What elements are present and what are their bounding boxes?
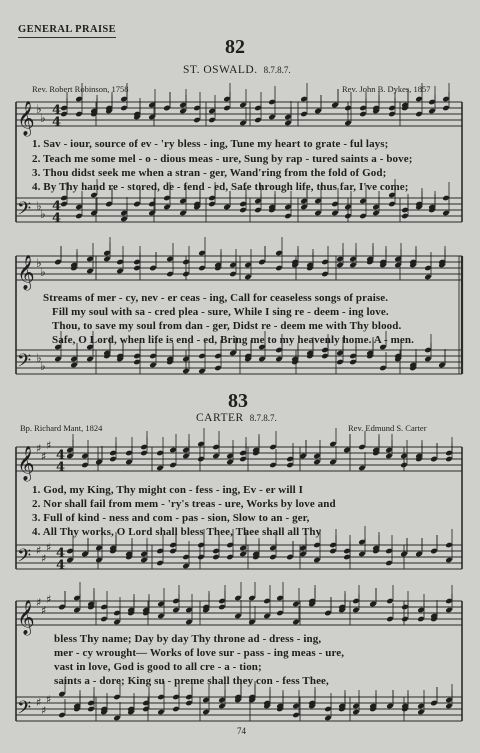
flat-icon: ♭ (40, 359, 46, 373)
tune-meter: 8.7.8.7. (249, 413, 277, 423)
sharp-icon: ♯ (36, 696, 42, 709)
flat-icon: ♭ (40, 207, 46, 221)
sharp-icon: ♯ (41, 552, 47, 565)
lyric-line: 4. By Thy hand re - stored, de - fend - ed, Safe through life, thus far, I've come; (32, 181, 409, 193)
lyric-line: mer - cy wrought— Works of love sur - pass - ing meas - ure, (54, 647, 345, 659)
hymn-number: 83 (228, 390, 248, 412)
composer-credit: Rev. John B. Dykes, 1857 (342, 84, 431, 94)
composer-credit: Rev. Edmund S. Carter (348, 423, 427, 433)
svg-text:4: 4 (56, 460, 66, 475)
tune-name (196, 412, 277, 424)
flat-icon: ♭ (36, 199, 42, 213)
page-number: 74 (237, 726, 246, 736)
sharp-icon: ♯ (46, 693, 52, 706)
tune-title: CARTER (196, 412, 244, 424)
flat-icon: ♭ (36, 102, 42, 116)
treble-clef-icon: 𝄞 (17, 255, 35, 290)
sharp-icon: ♯ (46, 439, 52, 452)
lyric-line: Thou, to save my soul from dan - ger, Didst re - deem me with Thy blood. (52, 320, 402, 332)
svg-text:4: 4 (52, 199, 62, 214)
lyric-line: 1. Sav - iour, source of ev - 'ry bless - ing, Tune my heart to grate - ful lays; (32, 138, 389, 150)
treble-clef-icon: 𝄞 (17, 446, 35, 481)
svg-text:4: 4 (52, 103, 62, 118)
author-credit: Bp. Richard Mant, 1824 (20, 423, 103, 433)
lyric-line: Streams of mer - cy, nev - er ceas - ing, Call for ceaseless songs of praise. (43, 292, 389, 304)
treble-clef-icon: 𝄞 (17, 101, 35, 136)
lyric-line: Fill my soul with sa - cred plea - sure, While I sing re - deem - ing love. (52, 306, 389, 318)
author-credit: Rev. Robert Robinson, 1758 (32, 84, 129, 94)
sharp-icon: ♯ (36, 442, 42, 455)
section-header: GENERAL PRAISE (18, 24, 117, 35)
bass-clef-icon: 𝄢 (17, 698, 32, 723)
bass-clef-icon: 𝄢 (17, 351, 32, 376)
sharp-icon: ♯ (46, 541, 52, 554)
sharp-icon: ♯ (36, 596, 42, 609)
bass-clef-icon: 𝄢 (17, 546, 32, 571)
bass-clef-icon: 𝄢 (17, 199, 32, 224)
lyric-line: 3. Full of kind - ness and com - pas - sion, Slow to an - ger, (32, 512, 310, 524)
hymn-number: 82 (225, 36, 245, 58)
svg-text:4: 4 (52, 211, 62, 226)
lyric-line: 2. Nor shall fail from mem - 'ry's treas - ure, Works by love and (32, 498, 336, 510)
sharp-icon: ♯ (36, 544, 42, 557)
svg-text:4: 4 (52, 115, 62, 130)
flat-icon: ♭ (40, 111, 46, 125)
sharp-icon: ♯ (46, 593, 52, 606)
sharp-icon: ♯ (41, 704, 47, 717)
lyric-line: vast in love, God is good to all cre - a - tion; (54, 661, 262, 673)
tune-title: ST. OSWALD. (183, 64, 258, 76)
svg-text:4: 4 (56, 558, 66, 573)
lyric-line: 2. Teach me some mel - o - dious meas - ure, Sung by rap - tured saints a - bove; (32, 153, 413, 165)
svg-text:4: 4 (56, 546, 66, 561)
lyric-line: 1. God, my King, Thy might con - fess - ing, Ev - er will I (32, 484, 304, 496)
lyric-line: 3. Thou didst seek me when a stran - ger, Wand'ring from the fold of God; (32, 167, 387, 179)
lyric-line: 4. All Thy works, O Lord shall bless Thee, Thee shall all Thy (32, 526, 322, 538)
tune-meter: 8.7.8.7. (263, 65, 291, 75)
sharp-icon: ♯ (41, 604, 47, 617)
svg-text:4: 4 (56, 448, 66, 463)
flat-icon: ♭ (36, 351, 42, 365)
flat-icon: ♭ (40, 265, 46, 279)
flat-icon: ♭ (36, 256, 42, 270)
lyric-line: Safe, O Lord, when life is end - ed, Bring me to my heavenly home. A - men. (52, 334, 414, 346)
sharp-icon: ♯ (41, 450, 47, 463)
lyric-line: bless Thy name; Day by day Thy throne ad - dress - ing, (54, 633, 322, 645)
lyric-line: saints a - dore; King su - preme shall they con - fess Thee, (54, 675, 329, 687)
treble-clef-icon: 𝄞 (17, 600, 35, 635)
